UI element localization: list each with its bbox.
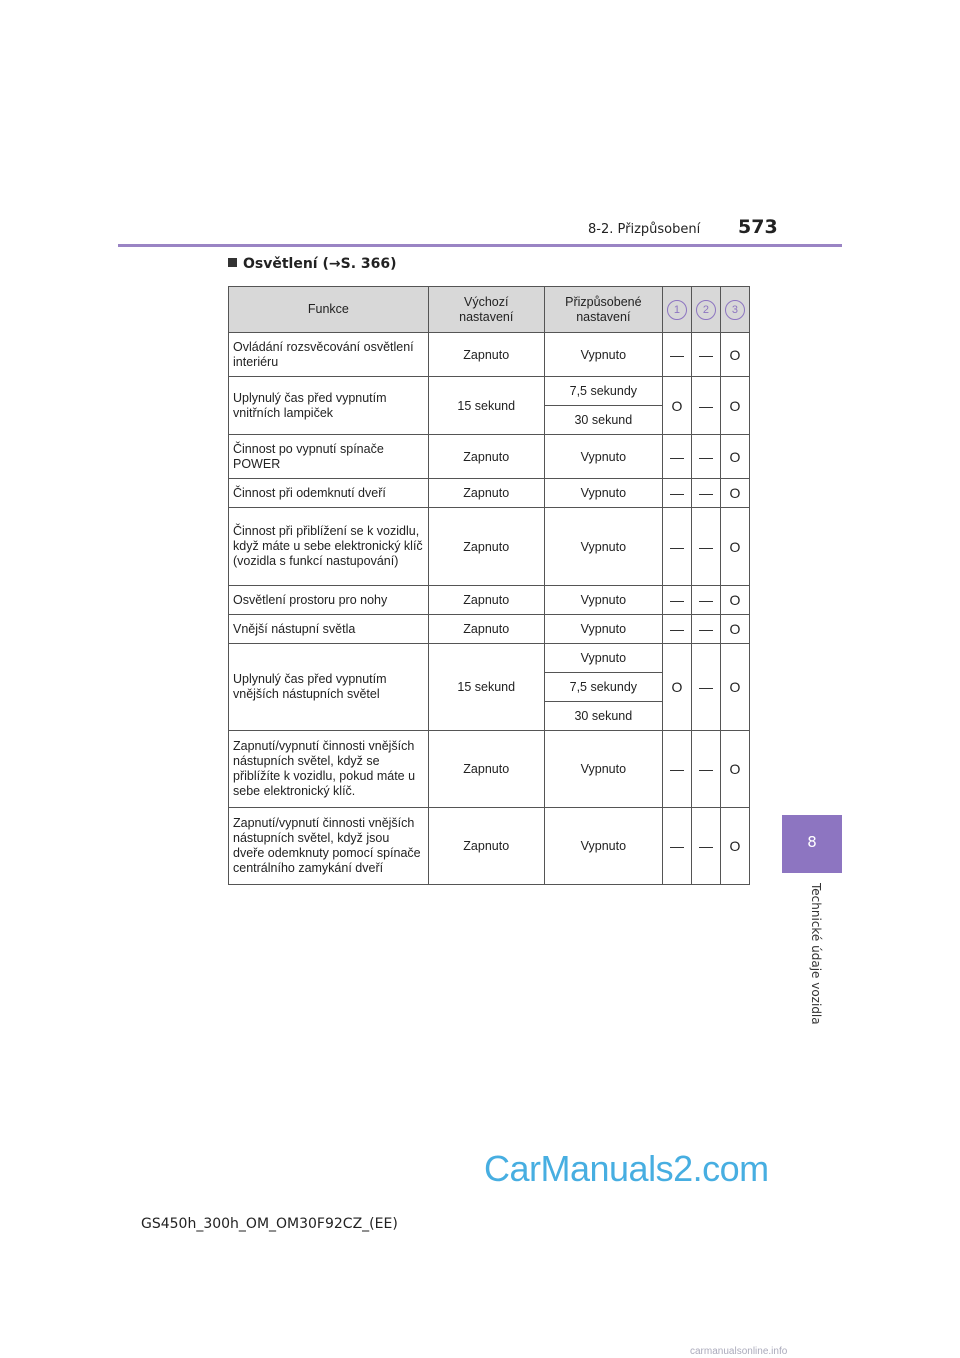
mark-cell-1: — xyxy=(662,333,691,377)
table-row xyxy=(229,377,750,406)
circled-3-icon: 3 xyxy=(725,300,745,320)
chapter-tab-label: Technické údaje vozidla xyxy=(809,883,823,1025)
mark-cell-3: O xyxy=(720,731,749,808)
custom-cell: 30 sekund xyxy=(544,406,662,435)
header-col-2 xyxy=(691,287,720,333)
header-vychozi: Výchozí nastavení xyxy=(428,287,544,333)
watermark-bottom[interactable]: carmanualsonline.info xyxy=(690,1346,788,1357)
default-cell: Zapnuto xyxy=(428,808,544,885)
table-row xyxy=(229,615,750,644)
table-row xyxy=(229,333,750,377)
mark-cell-3: O xyxy=(720,586,749,615)
default-cell: 15 sekund xyxy=(428,644,544,731)
mark-cell-2: — xyxy=(691,644,720,731)
function-cell: Osvětlení prostoru pro nohy xyxy=(229,586,429,615)
mark-cell-3: O xyxy=(720,479,749,508)
settings-table xyxy=(228,286,750,885)
function-cell: Uplynulý čas před vypnutím vnitřních lampiček xyxy=(229,377,429,435)
chapter-tab-number: 8 xyxy=(807,833,817,851)
mark-cell-1: — xyxy=(662,731,691,808)
function-cell: Činnost po vypnutí spínače POWER xyxy=(229,435,429,479)
function-cell: Vnější nástupní světla xyxy=(229,615,429,644)
table-row xyxy=(229,435,750,479)
custom-cell: Vypnuto xyxy=(544,508,662,586)
header-prizpusobene: Přizpůsobené nastavení xyxy=(544,287,662,333)
section-title xyxy=(228,256,397,272)
custom-cell: Vypnuto xyxy=(544,586,662,615)
mark-cell-1: — xyxy=(662,479,691,508)
custom-cell: 7,5 sekundy xyxy=(544,377,662,406)
custom-cell: Vypnuto xyxy=(544,731,662,808)
custom-cell: 7,5 sekundy xyxy=(544,673,662,702)
mark-cell-1: O xyxy=(662,644,691,731)
custom-cell: Vypnuto xyxy=(544,435,662,479)
mark-cell-3: O xyxy=(720,808,749,885)
mark-cell-1: — xyxy=(662,435,691,479)
custom-cell: Vypnuto xyxy=(544,808,662,885)
circled-1-icon: 1 xyxy=(667,300,687,320)
header-col-1 xyxy=(662,287,691,333)
mark-cell-2: — xyxy=(691,808,720,885)
custom-cell: Vypnuto xyxy=(544,479,662,508)
mark-cell-3: O xyxy=(720,333,749,377)
function-cell: Činnost při přiblížení se k vozidlu, když máte u sebe elektronický klíč (vozidla s funkcí nastupování) xyxy=(229,508,429,586)
header-funkce: Funkce xyxy=(229,287,429,333)
table-row xyxy=(229,479,750,508)
table-row xyxy=(229,808,750,885)
default-cell: Zapnuto xyxy=(428,435,544,479)
mark-cell-2: — xyxy=(691,508,720,586)
table-row xyxy=(229,731,750,808)
default-cell: Zapnuto xyxy=(428,615,544,644)
default-cell: 15 sekund xyxy=(428,377,544,435)
running-header-section: 8-2. Přizpůsobení xyxy=(588,222,701,237)
default-cell: Zapnuto xyxy=(428,333,544,377)
mark-cell-2: — xyxy=(691,377,720,435)
circled-2-icon: 2 xyxy=(696,300,716,320)
function-cell: Uplynulý čas před vypnutím vnějších nástupních světel xyxy=(229,644,429,731)
mark-cell-1: — xyxy=(662,508,691,586)
custom-cell: Vypnuto xyxy=(544,333,662,377)
function-cell: Zapnutí/vypnutí činnosti vnějších nástupních světel, když se přiblížíte k vozidlu, pokud máte u sebe elektronický klíč. xyxy=(229,731,429,808)
section-title-text: Osvětlení (→S. 366) xyxy=(243,256,397,272)
mark-cell-2: — xyxy=(691,586,720,615)
mark-cell-3: O xyxy=(720,377,749,435)
table-header-row xyxy=(229,287,750,333)
mark-cell-2: — xyxy=(691,435,720,479)
mark-cell-3: O xyxy=(720,508,749,586)
mark-cell-2: — xyxy=(691,333,720,377)
function-cell: Ovládání rozsvěcování osvětlení interiéru xyxy=(229,333,429,377)
page-number: 573 xyxy=(738,216,778,238)
function-cell: Činnost při odemknutí dveří xyxy=(229,479,429,508)
header-col-3 xyxy=(720,287,749,333)
custom-cell: 30 sekund xyxy=(544,702,662,731)
table-row xyxy=(229,644,750,673)
mark-cell-2: — xyxy=(691,615,720,644)
square-bullet-icon xyxy=(228,258,237,267)
header-rule xyxy=(118,244,842,247)
table-row xyxy=(229,508,750,586)
mark-cell-1: — xyxy=(662,586,691,615)
chapter-tab[interactable] xyxy=(782,815,842,873)
mark-cell-1: O xyxy=(662,377,691,435)
mark-cell-2: — xyxy=(691,479,720,508)
watermark-logo[interactable]: CarManuals2.com xyxy=(484,1148,769,1189)
mark-cell-3: O xyxy=(720,615,749,644)
mark-cell-2: — xyxy=(691,731,720,808)
default-cell: Zapnuto xyxy=(428,508,544,586)
function-cell: Zapnutí/vypnutí činnosti vnějších nástupních světel, když jsou dveře odemknuty pomocí spínače centrálního zamykání dveří xyxy=(229,808,429,885)
mark-cell-1: — xyxy=(662,808,691,885)
mark-cell-3: O xyxy=(720,644,749,731)
table-row xyxy=(229,586,750,615)
default-cell: Zapnuto xyxy=(428,479,544,508)
custom-cell: Vypnuto xyxy=(544,644,662,673)
mark-cell-1: — xyxy=(662,615,691,644)
mark-cell-3: O xyxy=(720,435,749,479)
footer-document-code: GS450h_300h_OM_OM30F92CZ_(EE) xyxy=(141,1216,398,1232)
default-cell: Zapnuto xyxy=(428,586,544,615)
default-cell: Zapnuto xyxy=(428,731,544,808)
custom-cell: Vypnuto xyxy=(544,615,662,644)
